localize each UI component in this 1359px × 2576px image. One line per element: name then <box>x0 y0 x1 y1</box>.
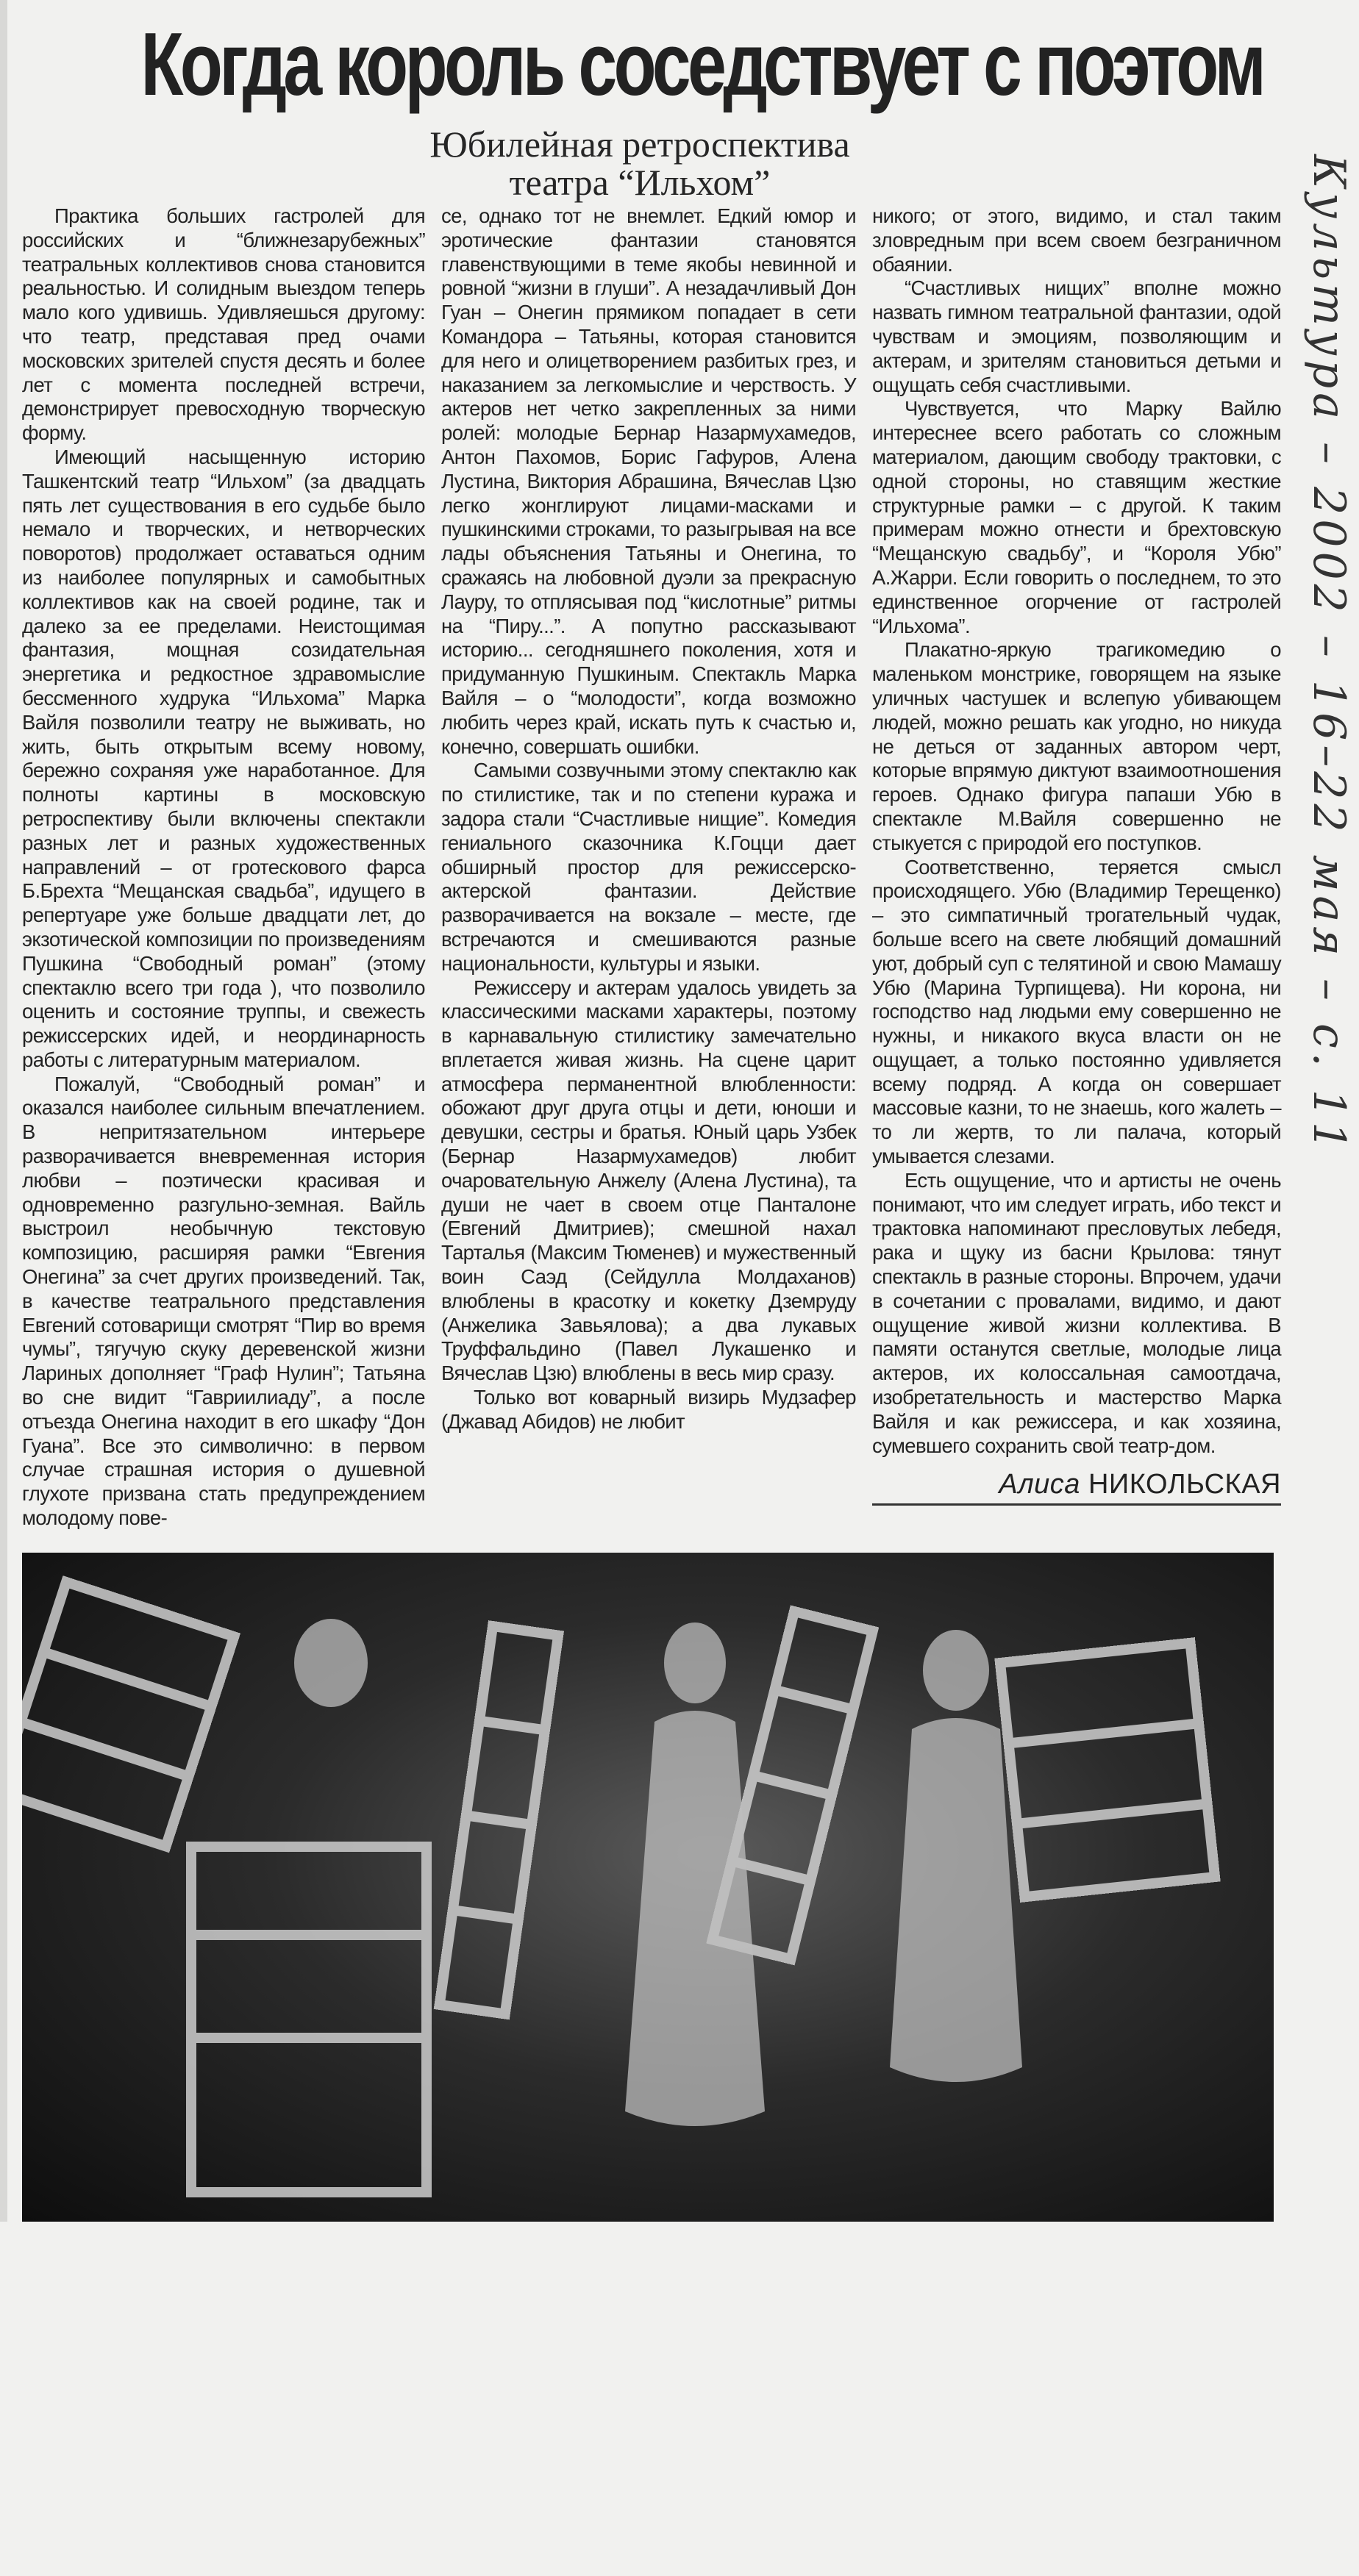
author-byline <box>872 1468 1281 1506</box>
paragraph: Самыми созвучными этому спектаклю как по стилистике, так и по степени куража и задора стали “Счастливые нищие”. Комедия гениального сказочника К.Гоцци дает обширный простор для режиссерско-актерской фантазии. Действие разворачивается на вокзале – месте, где встречаются и смешиваются разные национальности, культуры и языки. <box>441 759 856 975</box>
paragraph: Имеющий насыщенную историю Ташкентский театр “Ильхом” (за двадцать пять лет существования в его судьбе было немало и творческих, и нетворческих поворотов) продолжает оставаться одним из наиболее популярных и самобытных коллективов как на своей родине, так и далеко за ее пределами. Неистощимая фантазия, мощная созидательная энергетика и редкостное здравомыслие бессменного худрука “Ильхома” Марка Вайля позволили театру не выживать, но жить, быть открытым всему новому, бережно сохраняя уже наработанное. Для полноты картины в московскую ретроспективу были включены спектакли разных лет и разных художественных направлений – от гротескового фарса Б.Брехта “Мещанская свадьба”, идущего в репертуаре уже больше двадцати лет, до экзотической композиции по произведениям Пушкина “Свободный роман” (этому спектаклю всего три года ), что позволило оценить и состояние труппы, и свежесть режиссерских идей, и неординарность работы с литературным материалом. <box>22 445 425 1071</box>
paragraph: Режиссеру и актерам удалось увидеть за классическими масками характеры, поэтому в карнавальную стилистику замечательно вплетается живая жизнь. На сцене царит атмосфера перманентной влюбленности: обожают друг друга отцы и дети, юноши и девушки, сестры и братья. Юный царь Узбек (Бернар Назармухамедов) любит очаровательную Анжелу (Алена Лустина), та души не чает в своем отце Панталоне (Евгений Дмитриев); смешной нахал Тарталья (Максим Тюменев) и мужественный воин Саэд (Сейдулла Молдаханов) влюблены в красотку и кокетку Дземруду (Анжелика Завьялова); а два лукавых Труффальдино (Павел Лукашенко и Вячеслав Цзю) влюблены в весь мир сразу. <box>441 976 856 1385</box>
subtitle-line-1: Юбилейная ретроспектива <box>429 124 850 165</box>
paragraph: “Счастливых нищих” вполне можно назвать гимном театральной фантазии, одой чувствам и эмоциям, позволяющим и актерам, и зрителям становиться детьми и ощущать себя счастливыми. <box>872 276 1281 396</box>
chair-silhouette <box>440 1626 558 2014</box>
paragraph: Практика больших гастролей для российских и “ближнезарубежных” театральных коллективов снова становится реальностью. И солидным выездом теперь мало кого удивишь. Удивляешься другому: что театр, представая пред очами московских зрителей спустя десять и более лет с момента последней встречи, демонстрирует превосходную творческую форму. <box>22 204 425 445</box>
actor-silhouette <box>294 1619 368 1707</box>
article-title: Когда король соседствует с поэтом <box>140 14 1263 114</box>
paragraph: никого; от этого, видимо, и стал таким зловредным при всем своем безграничном обаянии. <box>872 204 1281 276</box>
article-header <box>0 0 1280 203</box>
scan-edge <box>0 0 7 2222</box>
chair-silhouette <box>1000 1643 1215 1897</box>
author-first-name: Алиса <box>999 1469 1080 1500</box>
actor-silhouette <box>664 1622 726 1703</box>
paragraph: Пожалуй, “Свободный роман” и оказался наиболее сильным впечатлением. В непритязательном интерьере разворачивается вневременная история любви – поэтически красивая и одновременно разгульно-земная. Вайль выстроил необычную текстовую композицию, расширяя рамки “Евгения Онегина” за счет других произведений. Так, в качестве театрального представления Евгений сотоварищи смотрят “Пир во время чумы”, тягучую скуку деревенской жизни Лариных дополняет “Граф Нулин”; Татьяна во сне видит “Гавриилиаду”, а после отъезда Онегина находит в его шкафу “Дон Гуана”. Все это символично: в первом случае страшная история о душевной глухоте призвана стать предупреждением молодому пове- <box>22 1072 425 1530</box>
column-2 <box>441 204 856 1434</box>
author-last-name: НИКОЛЬСКАЯ <box>1088 1469 1281 1500</box>
column-3 <box>872 204 1281 1506</box>
subtitle-line-2: театра “Ильхом” <box>509 162 771 203</box>
paragraph: се, однако тот не внемлет. Едкий юмор и эротические фантазии становятся главенствующими в теме якобы невинной и ровной “жизни в глуши”. А незадачливый Дон Гуан – Онегин прямиком попадает в сети Командора – Татьяны, которая становится для него и олицетворением разбитых грез, и наказанием за легкомыслие и черствость. У актеров нет четко закрепленных за ними ролей: молодые Бернар Назармухамедов, Антон Пахомов, Борис Гафуров, Алена Лустина, Виктория Абрашина, Вячеслав Цзю легко жонглируют лицами-масками и пушкинскими строками, то разыгрывая на все лады объяснения Татьяны и Онегина, то сражаясь на любовной дуэли за прекрасную Лауру, то отплясывая под “кислотные” ритмы на “Пиру...”. А попутно рассказывают историю... сегодняшнего поколения, хотя и придуманную Пушкиным. Спектакль Марка Вайля – о “молодости”, когда возможно любить через край, искать путь к счастью и, конечно, совершать ошибки. <box>441 204 856 758</box>
column-1 <box>22 204 425 1531</box>
paragraph: Есть ощущение, что и артисты не очень понимают, что им следует играть, ибо текст и трактовка напоминают пресловутых лебедя, рака и щуку из басни Крылова: тянут спектакль в разные стороны. Впрочем, удачи в сочетании с провалами, видимо, и дают ощущение живой жизни коллектива. В памяти останутся светлые, молодые лица актеров, их колоссальная самоотдача, изобретательность и мастерство Марка Вайля и как режиссера, и как хозяина, сумевшего сохранить свой театр-дом. <box>872 1168 1281 1457</box>
paragraph: Соответственно, теряется смысл происходящего. Убю (Владимир Терещенко) – это симпатичный трогательный чудак, больше всего на свете любящий домашний уют, добрый суп с телятиной и свою Мамашу Убю (Марина Турпищева). Ни корона, ни господство над людьми ему совершенно не нужны, и никакого вкуса власти он не ощущает, а только постоянно удивляется всему подряд. А когда он совершает массовые казни, то не знаешь, кого жалеть – то ли жертв, то ли палача, который умывается слезами. <box>872 855 1281 1168</box>
handwritten-note-text: Культура – 2002 – 16–22 мая – с. 11 <box>1303 154 1355 1155</box>
paragraph: Чувствуется, что Марку Вайлю интереснее всего работать со сложным материалом, дающим свободу трактовки, с одной стороны, но ставящим жесткие структурные рамки – с другой. К таким примерам можно отнести и брехтовскую “Мещанскую свадьбу”, и “Короля Убю” А.Жарри. Если говорить о последнем, то это единственное огорчение от гастролей “Ильхома”. <box>872 397 1281 637</box>
paragraph: Плакатно-яркую трагикомедию о маленьком монстрике, говорящем на языке уличных частушек и вслепую убивающем людей, можно решать как угодно, но никуда не деться от заданных автором черт, которые впрямую диктуют взаимоотношения героев. Однако фигура папаши Убю в спектакле М.Вайля совершенно не стыкуется с природой его поступков. <box>872 638 1281 854</box>
actor-silhouette <box>923 1630 989 1711</box>
stage-photo <box>22 1553 1274 2222</box>
article-body <box>22 204 1281 1531</box>
handwritten-note <box>1303 118 1355 1956</box>
stage-photo-illustration <box>22 1553 1274 2222</box>
actor-silhouette <box>625 1711 765 2126</box>
article-subtitle <box>0 125 1280 201</box>
actor-silhouette <box>890 1718 1022 2082</box>
paragraph: Только вот коварный визирь Мудзафер (Джавад Абидов) не любит <box>441 1386 856 1433</box>
chair-silhouette <box>191 1847 427 2192</box>
